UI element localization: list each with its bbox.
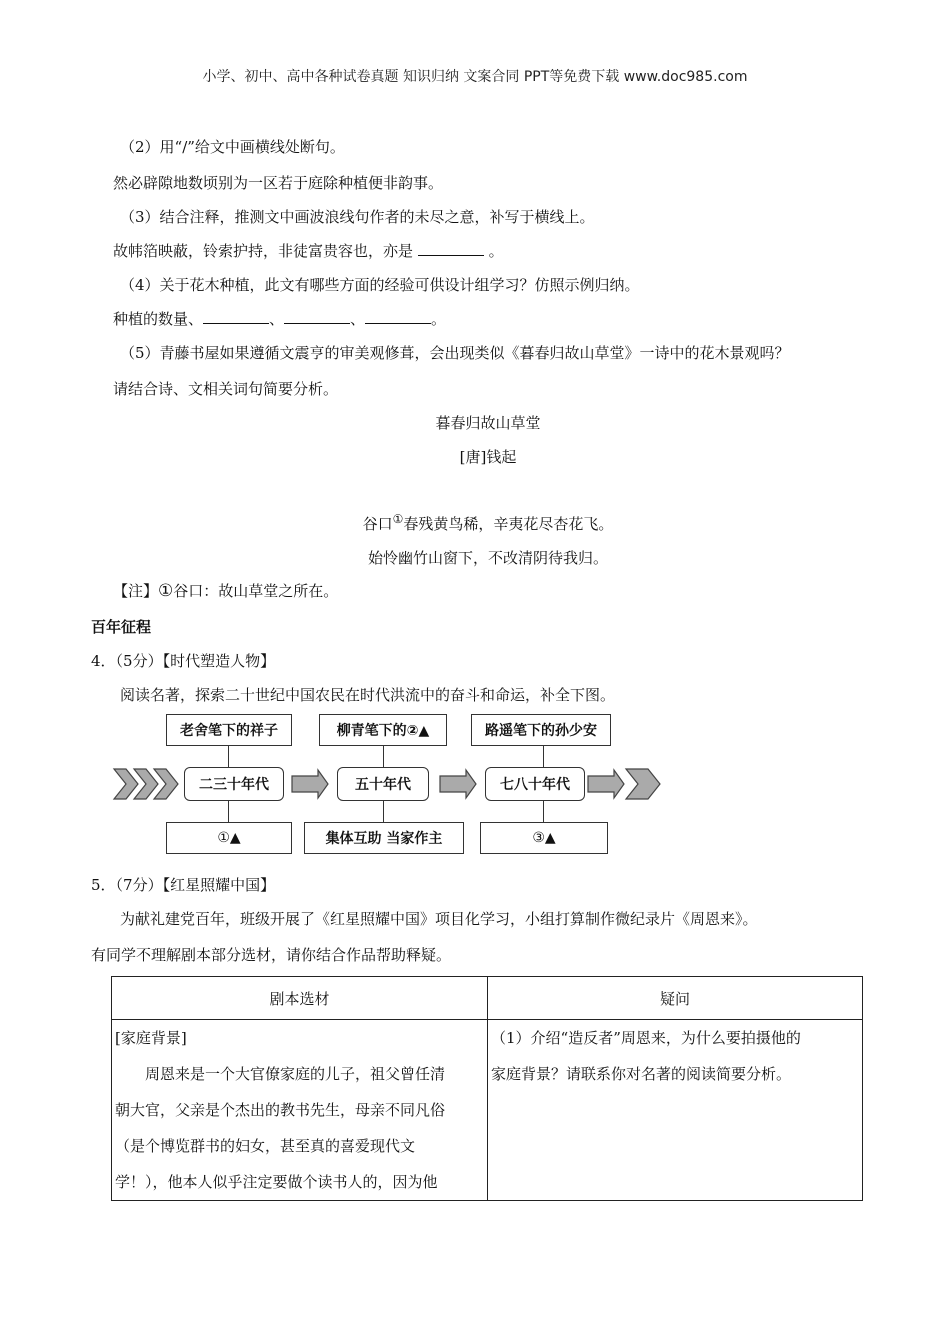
material-line: （是个博览群书的妇女，甚至真的喜爱现代文 bbox=[115, 1137, 416, 1155]
poem-note bbox=[113, 580, 338, 601]
question-line: 家庭背景？请联系你对名著的阅读简要分析。 bbox=[491, 1065, 792, 1083]
footnote-mark: ① bbox=[158, 581, 174, 601]
box-liuqing: 柳青笔下的②▲ bbox=[319, 714, 447, 746]
answer-blank[interactable] bbox=[284, 311, 350, 324]
q5-text: 请结合诗、文相关词句简要分析。 bbox=[113, 380, 339, 398]
q5-label: （5）青藤书屋如果遵循文震亨的审美观修葺，会出现类似《暮春归故山草堂》一诗中的花木景观吗？ bbox=[120, 344, 790, 362]
question-cell bbox=[488, 1020, 863, 1201]
poem-line-2: 始怜幽竹山窗下，不改清阴待我归。 bbox=[367, 549, 608, 567]
box-era-2: 五十年代 bbox=[337, 767, 429, 801]
q4-title: 4．（5分）【时代塑造人物】 bbox=[91, 652, 276, 670]
arrow-right-icon bbox=[292, 770, 328, 798]
material-line: [家庭背景] bbox=[115, 1029, 187, 1047]
q4-label: （4）关于花木种植，此文有哪些方面的经验可供设计组学习？仿照示例归纳。 bbox=[120, 276, 640, 294]
material-cell bbox=[112, 1020, 488, 1201]
poem-line-1-b: 春残黄鸟稀，辛夷花尽杏花飞。 bbox=[403, 515, 614, 533]
q2-text: 然必辟隙地数顷别为一区若于庭除种植便非韵事。 bbox=[113, 174, 444, 192]
q2-label: （2）用“/”给文中画横线处断句。 bbox=[120, 138, 345, 156]
q4-sep: 、 bbox=[350, 310, 366, 328]
note-text: 谷口：故山草堂之所在。 bbox=[173, 582, 339, 600]
footnote-mark: ① bbox=[392, 512, 404, 526]
section-title: 百年征程 bbox=[91, 618, 152, 636]
question-line: （1）介绍“造反者”周恩来，为什么要拍摄他的 bbox=[491, 1029, 801, 1047]
box-xiangzi: 老舍笔下的祥子 bbox=[166, 714, 292, 746]
note-tag: 【注】 bbox=[113, 582, 159, 600]
poem-line-1-a: 谷口 bbox=[362, 515, 393, 533]
table-header-material: 剧本选材 bbox=[112, 977, 488, 1020]
chevron-icon bbox=[626, 769, 660, 799]
box-collective: 集体互助 当家作主 bbox=[304, 822, 464, 854]
answer-box-1[interactable]: ①▲ bbox=[166, 822, 292, 854]
q5-title: 5．（7分）【红星照耀中国】 bbox=[91, 876, 276, 894]
q4-text-a: 种植的数量、 bbox=[113, 310, 204, 328]
arrow-right-icon bbox=[588, 770, 624, 798]
box-sunshaoan: 路遥笔下的孙少安 bbox=[471, 714, 611, 746]
page-header: 小学、初中、高中各种试卷真题 知识归纳 文案合同 PPT等免费下载 www.doc985.com bbox=[202, 69, 748, 85]
q4-sep: 、 bbox=[269, 310, 285, 328]
q4-end: 。 bbox=[431, 310, 447, 328]
table-header-question: 疑问 bbox=[488, 977, 863, 1020]
q3-text bbox=[113, 240, 504, 261]
material-line: 朝大官，父亲是个杰出的教书先生，母亲不同凡俗 bbox=[115, 1101, 446, 1119]
script-table bbox=[111, 976, 863, 1201]
poem-line-1 bbox=[0, 512, 950, 534]
material-line: 周恩来是一个大官僚家庭的儿子，祖父曾任清 bbox=[115, 1065, 446, 1083]
arrow-right-icon bbox=[440, 770, 476, 798]
q3-text-b: 。 bbox=[488, 242, 504, 260]
q3-label: （3）结合注释，推测文中画波浪线句作者的未尽之意，补写于横线上。 bbox=[120, 208, 595, 226]
q5-desc-1: 为献礼建党百年，班级开展了《红星照耀中国》项目化学习，小组打算制作微纪录片《周恩来》。 bbox=[120, 910, 758, 928]
box-era-3: 七八十年代 bbox=[485, 767, 585, 801]
box-era-1: 二三十年代 bbox=[184, 767, 284, 801]
answer-blank[interactable] bbox=[418, 243, 484, 256]
q5-desc-2: 有同学不理解剧本部分选材，请你结合作品帮助释疑。 bbox=[91, 946, 452, 964]
answer-blank[interactable] bbox=[365, 311, 431, 324]
poem-author: [唐]钱起 bbox=[459, 448, 517, 466]
q3-text-a: 故帏箔映蔽，铃索护持，非徒富贵容也，亦是 bbox=[113, 242, 414, 260]
q4-desc: 阅读名著，探索二十世纪中国农民在时代洪流中的奋斗和命运，补全下图。 bbox=[120, 686, 616, 704]
material-line: 学！），他本人似乎注定要做个读书人的，因为他 bbox=[115, 1173, 438, 1191]
chevron-icon bbox=[114, 769, 138, 799]
answer-box-3[interactable]: ③▲ bbox=[480, 822, 608, 854]
q4-text bbox=[113, 308, 446, 329]
answer-blank[interactable] bbox=[203, 311, 269, 324]
table-row bbox=[112, 1020, 863, 1201]
poem-title: 暮春归故山草堂 bbox=[435, 414, 541, 432]
